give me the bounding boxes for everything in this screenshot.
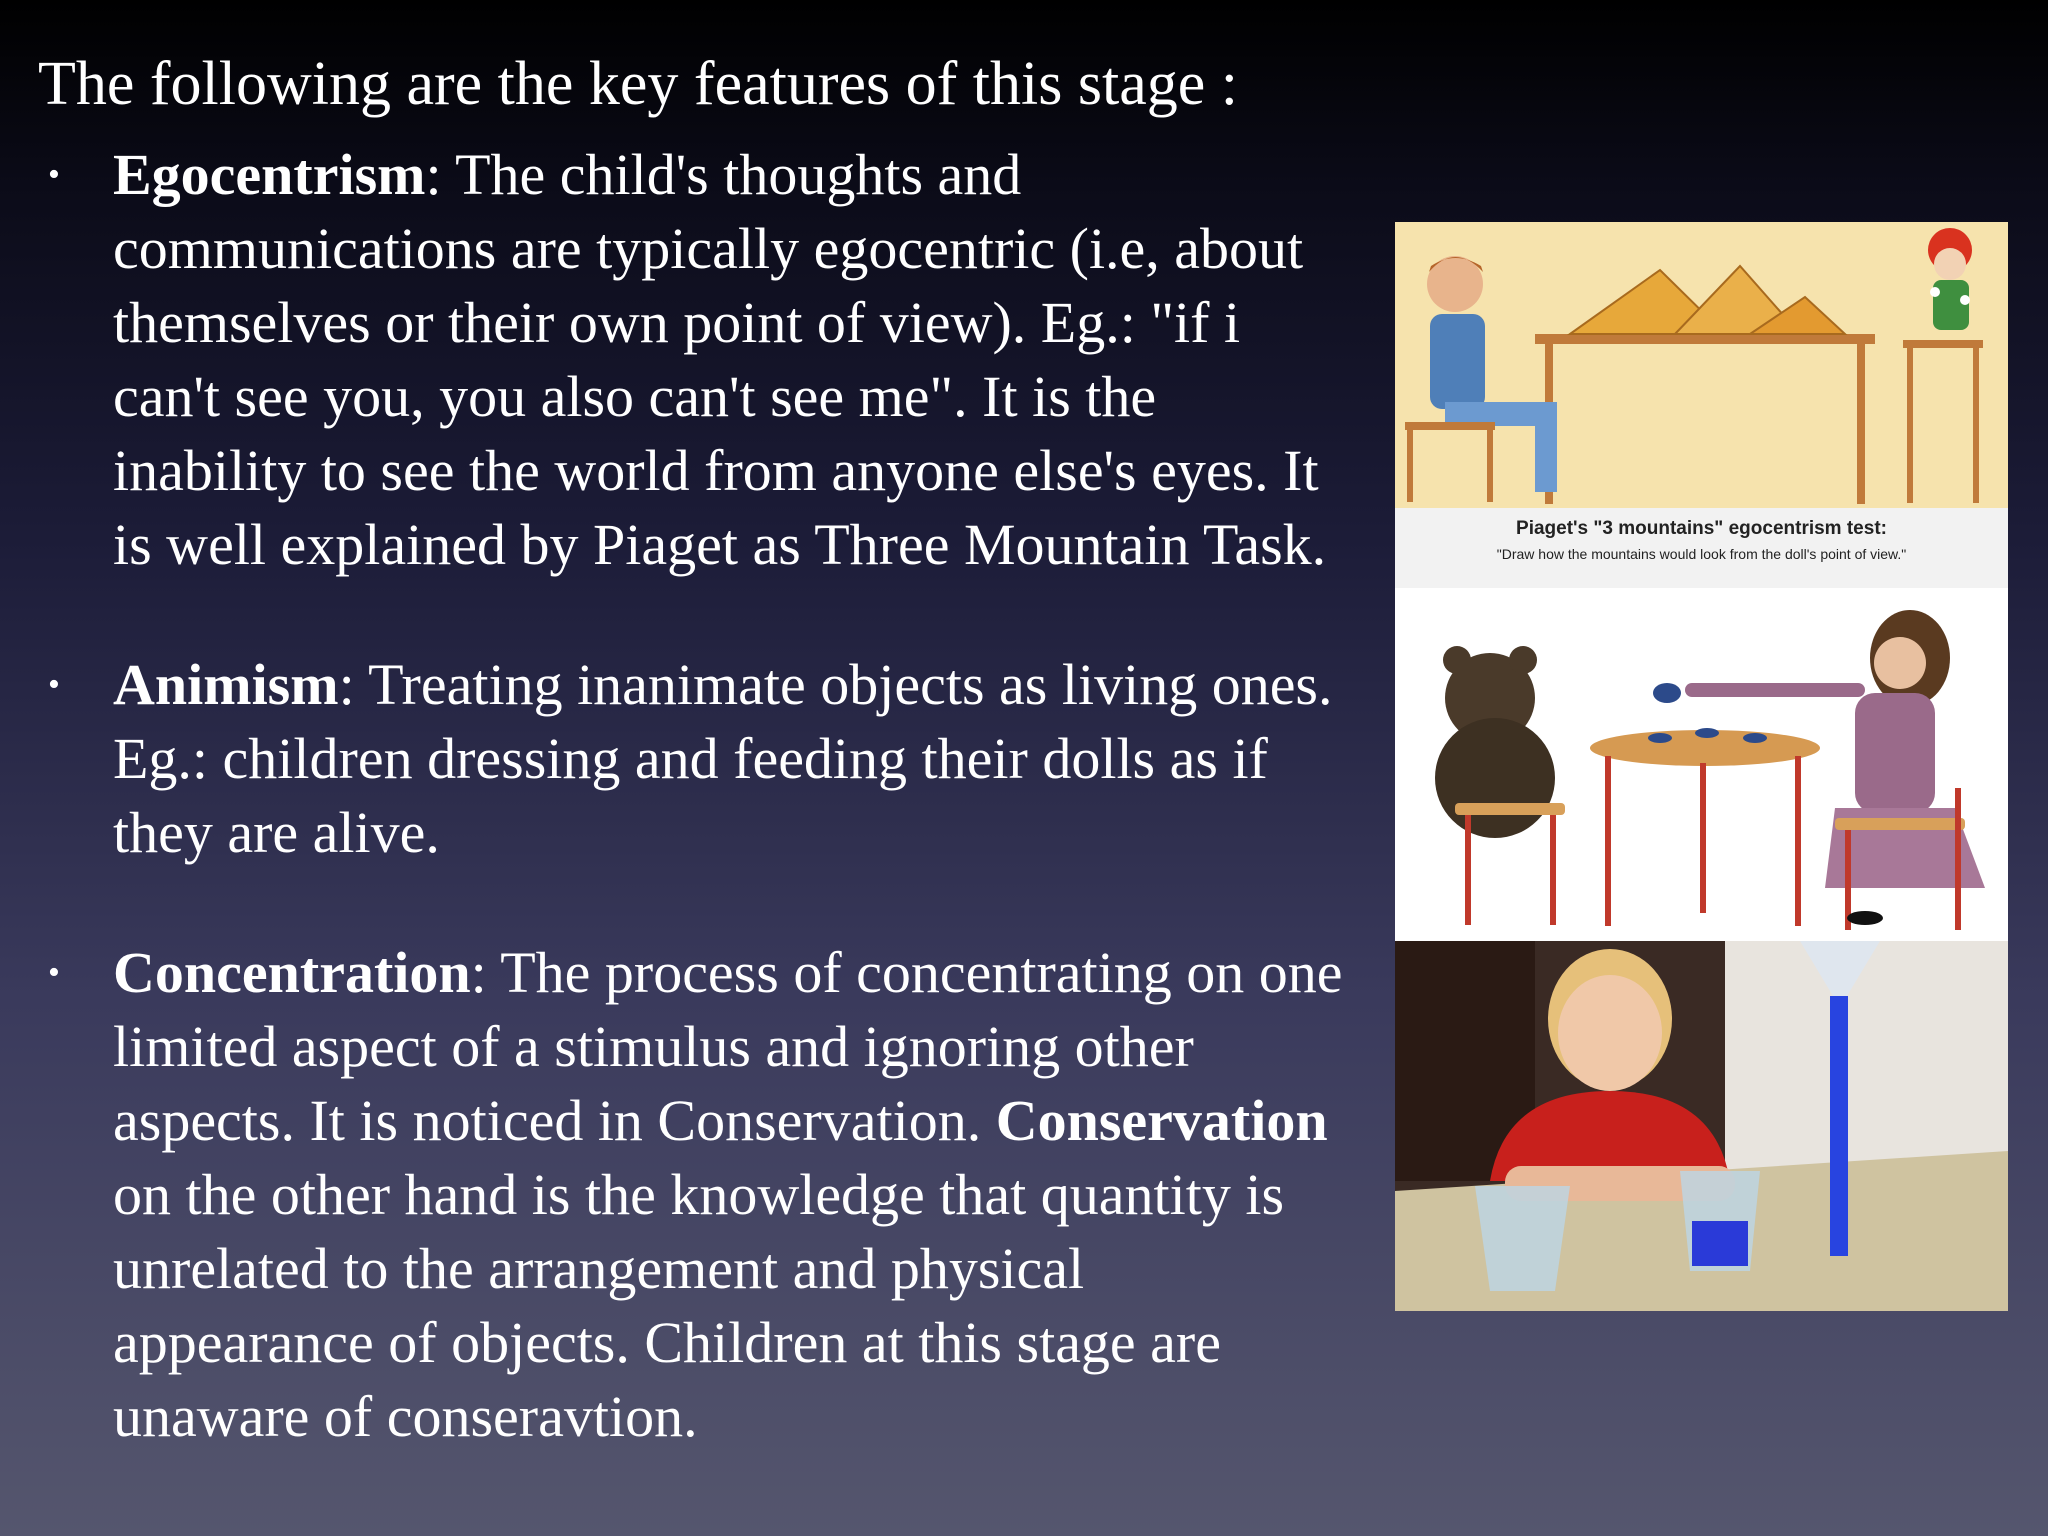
illustration-stack [1395,222,2008,1311]
bullet-animism [38,648,1358,870]
animism-description: : Treating inanimate objects as living ones. Eg.: children dressing and feeding their dolls as if they are alive. [113,652,1333,865]
mountains-caption-title: Piaget's "3 mountains" egocentrism test: [1516,518,1887,539]
bullet-dot-icon: • [48,156,60,193]
conservation-description: on the other hand is the knowledge that quantity is unrelated to the arrangement and physical appearance of objects. Children at this stage are unaware of conseravtion. [113,1162,1285,1449]
three-mountains-illustration [1395,222,2008,508]
feature-list [38,138,1358,1454]
mountains-caption-subtitle: "Draw how the mountains would look from the doll's point of view." [1496,546,1907,562]
term-egocentrism: Egocentrism [113,142,426,207]
bullet-concentration [38,936,1358,1454]
bullet-dot-icon: • [48,954,60,991]
tea-party-photo [1395,588,2008,941]
bullet-egocentrism [38,138,1358,582]
term-concentration: Concentration [113,940,471,1005]
term-animism: Animism [113,652,339,717]
term-conservation: Conservation [995,1088,1328,1153]
conservation-experiment-photo [1395,941,2008,1311]
slide-title: The following are the key features of this stage : [38,50,1238,118]
egocentrism-description: : The child's thoughts and communications are typically egocentric (i.e, about themselves or their own point of view). Eg.: "if i can't see you, you also can't see me". It is the inability to see the world from anyone else's eyes. It is well explained by Piaget as Three Mountain Task. [113,142,1327,577]
mountains-caption [1395,508,2008,588]
concentration-description: : The process of concentrating on one limited aspect of a stimulus and ignoring other aspects. It is noticed in Conservation. [113,940,1343,1153]
bullet-dot-icon: • [48,666,60,703]
